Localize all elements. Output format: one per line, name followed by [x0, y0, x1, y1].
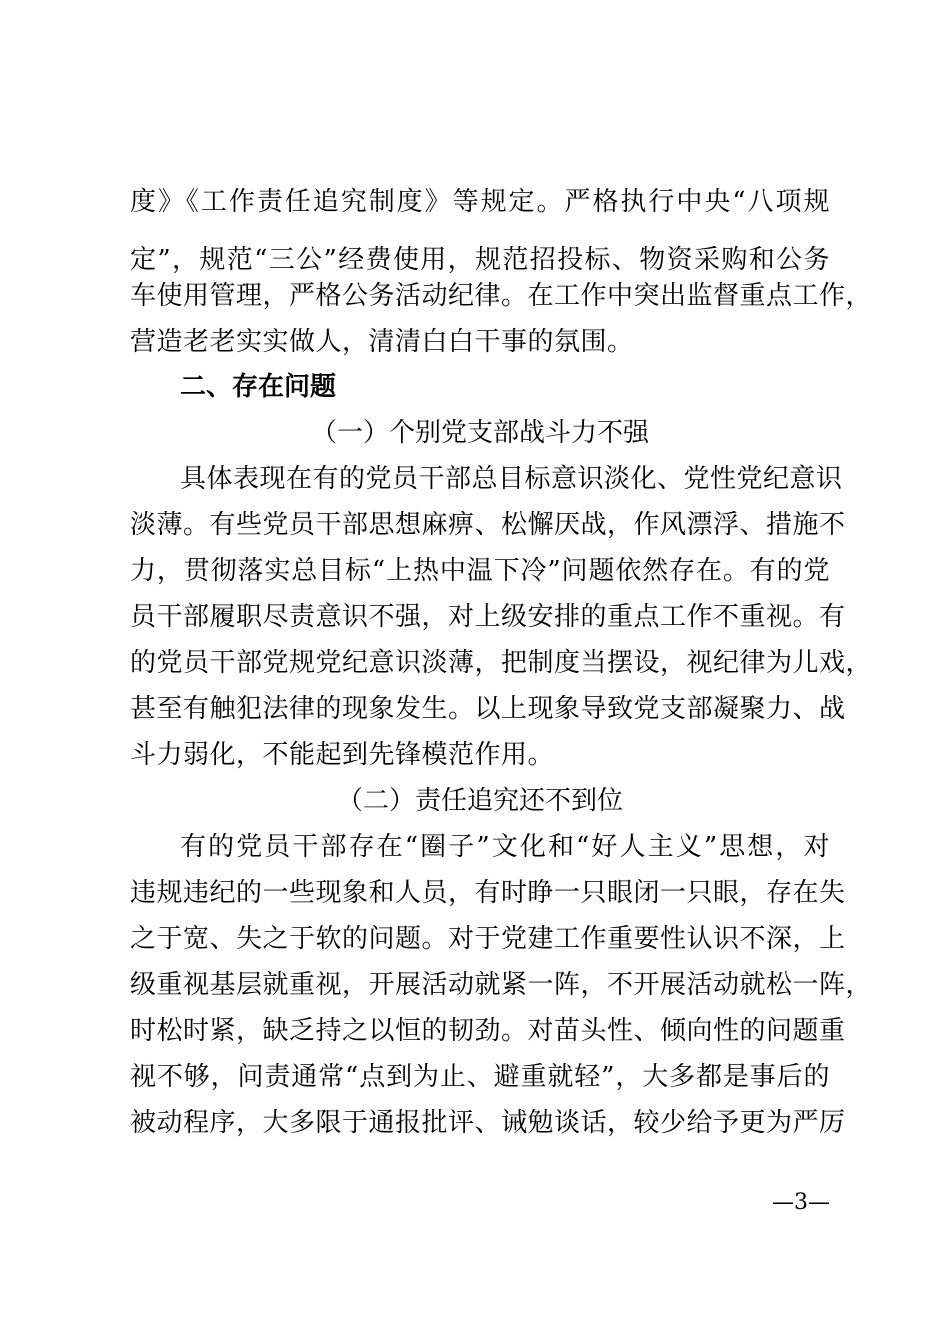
paragraph-line: 的党员干部党规党纪意识淡薄，把制度当摆设，视纪律为儿戏， — [130, 648, 873, 678]
paragraph-line: 有的党员干部存在“圈子”文化和“好人主义”思想，对 — [180, 832, 830, 862]
paragraph-line: 淡薄。有些党员干部思想麻痹、松懈厌战，作风漂浮、措施不 — [130, 510, 846, 540]
paragraph-line: 车使用管理，严格公务活动纪律。在工作中突出监督重点工作， — [130, 281, 873, 311]
paragraph-line: 违规违纪的一些现象和人员，有时睁一只眼闭一只眼，存在失 — [130, 878, 846, 908]
paragraph-line: 定”，规范“三公”经费使用，规范招投标、物资采购和公务 — [130, 245, 830, 275]
paragraph-line: 营造老老实实做人，清清白白干事的氛围。 — [130, 327, 634, 357]
paragraph-line: 员干部履职尽责意识不强，对上级安排的重点工作不重视。有 — [130, 602, 846, 632]
paragraph-line: 之于宽、失之于软的问题。对于党建工作重要性认识不深，上 — [130, 924, 846, 954]
paragraph-line: 度》《工作责任追究制度》等规定。严格执行中央“八项规 — [130, 187, 830, 217]
paragraph-line: 斗力弱化，不能起到先锋模范作用。 — [130, 740, 555, 770]
paragraph-line: 被动程序，大多限于通报批评、诫勉谈话，较少给予更为严厉 — [130, 1108, 846, 1138]
paragraph-line: 视不够，问责通常“点到为止、避重就轻”，大多都是事后的 — [130, 1062, 830, 1092]
paragraph-line: 力，贯彻落实总目标“上热中温下冷”问题依然存在。有的党 — [130, 556, 830, 586]
paragraph-line: 级重视基层就重视，开展活动就紧一阵，不开展活动就松一阵， — [130, 970, 873, 1000]
paragraph-line: 甚至有触犯法律的现象发生。以上现象导致党支部凝聚力、战 — [130, 694, 846, 724]
paragraph-line: 具体表现在有的党员干部总目标意识淡化、党性党纪意识 — [180, 464, 843, 494]
section-heading: 二、存在问题 — [180, 372, 337, 402]
paragraph-line: 时松时紧，缺乏持之以恒的韧劲。对苗头性、倾向性的问题重 — [130, 1016, 846, 1046]
page-number: —3— — [772, 1190, 830, 1215]
subheading: （一）个别党支部战斗力不强 — [310, 418, 649, 448]
subheading: （二）责任追究还不到位 — [336, 786, 623, 816]
